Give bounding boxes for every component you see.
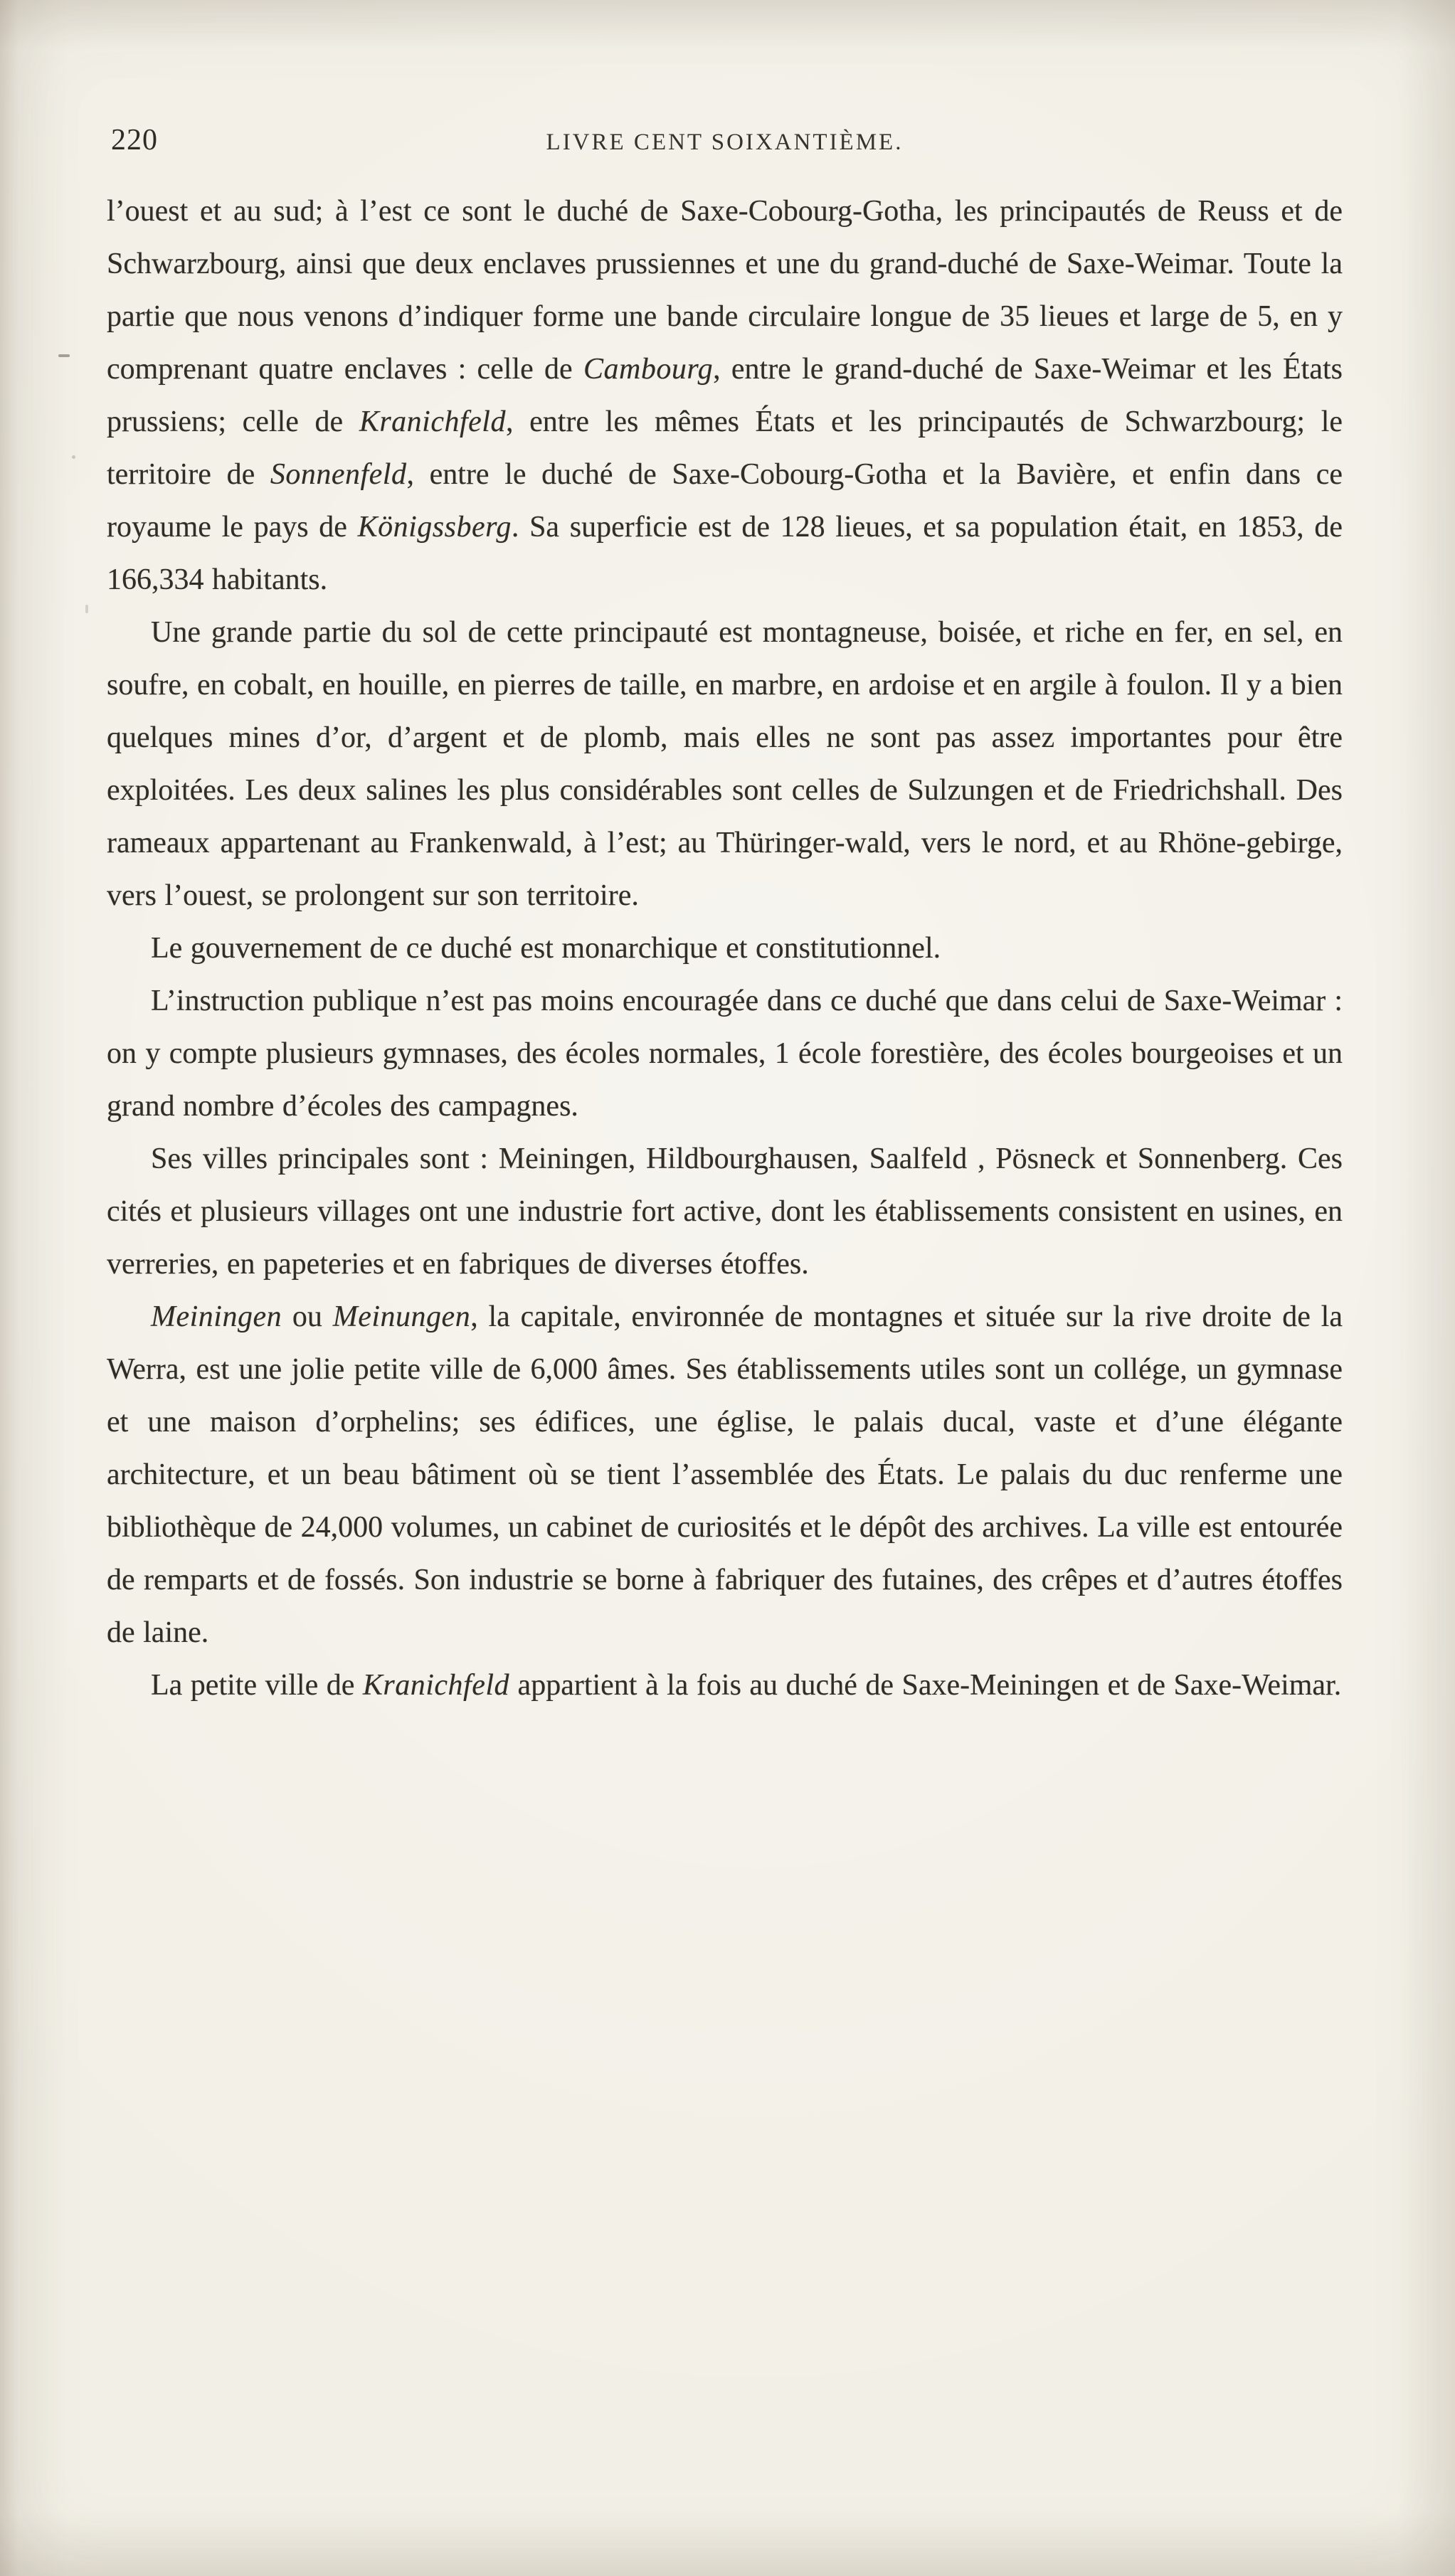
paragraph [107, 606, 1343, 922]
text-run: , entre le duché de Saxe-Cobourg-Gotha et la Bavière, et enfin dans ce royaume le pays de [107, 458, 1343, 544]
paragraph [107, 1659, 1343, 1712]
italic-text-run: Cambourg [583, 353, 714, 386]
page-header [107, 122, 1343, 158]
italic-text-run: Meinungen [332, 1300, 471, 1333]
italic-text-run: Sonnenfeld [270, 458, 407, 491]
paragraph [107, 922, 1343, 975]
text-run: l’ouest et au sud; à l’est ce sont le duché de Saxe-Cobourg-Gotha, les principautés de Reuss et de Schwarzbourg, ainsi que deux enclaves prussiennes et une du grand-duché de Saxe-Weimar. Toute la partie que nous venons d’indiquer forme une bande circulaire longue de 35 lieues et large de 5, en y comprenant quatre enclaves : celle de [107, 195, 1343, 386]
text-run: appartient à la fois au duché de Saxe-Meiningen et de Saxe-Weimar. [509, 1669, 1342, 1702]
page-body [107, 185, 1343, 1712]
text-run: , la capitale, environnée de montagnes et située sur la rive droite de la Werra, est une jolie petite ville de 6,000 âmes. Ses établissements utiles sont un collége, un gymnase et une maison d’orphelins; ses édifices, une église, le palais ducal, vaste et d’une élégante architecture, et un beau bâtiment où se tient l’assemblée des États. Le palais du duc renferme une bibliothèque de 24,000 volumes, un cabinet de curiosités et le dépôt des archives. La ville est entourée de remparts et de fossés. Son industrie se borne à fabriquer des futaines, des crêpes et d’autres étoffes de laine. [107, 1300, 1343, 1649]
italic-text-run: Meiningen [151, 1300, 282, 1333]
text-run: Ses villes principales sont : Meiningen, Hildbourghausen, Saalfeld , Pösneck et Sonnenberg. Ces cités et plusieurs villages ont une industrie fort active, dont les établissements consistent en usines, en verreries, en papeteries et en fabriques de diverses étoffes. [107, 1143, 1343, 1281]
scan-artifact [85, 605, 88, 613]
text-run: Le gouvernement de ce duché est monarchique et constitutionnel. [151, 932, 941, 965]
paragraph [107, 1290, 1343, 1659]
paragraph [107, 185, 1343, 606]
italic-text-run: Kranichfeld [362, 1669, 510, 1702]
scan-artifact [58, 354, 70, 357]
italic-text-run: Königssberg [357, 511, 512, 544]
paragraph [107, 1133, 1343, 1290]
running-title: LIVRE CENT SOIXANTIÈME. [546, 129, 904, 155]
text-run: . Sa superficie est de 128 lieues, et sa population était, en 1853, de 166,334 habitants. [107, 511, 1343, 596]
italic-text-run: Kranichfeld [359, 406, 506, 438]
text-run: ou [282, 1300, 333, 1333]
scan-artifact [72, 455, 75, 459]
paragraph [107, 975, 1343, 1133]
text-run: La petite ville de [151, 1669, 363, 1702]
text-run: L’instruction publique n’est pas moins encouragée dans ce duché que dans celui de Saxe-Weimar : on y compte plusieurs gymnases, des écoles normales, 1 école forestière, des écoles bourgeoises et un grand nombre d’écoles des campagnes. [107, 985, 1343, 1123]
text-run: , entre le grand-duché de Saxe-Weimar et les États prussiens; celle de [107, 353, 1343, 438]
page-number: 220 [111, 124, 158, 157]
text-run: Une grande partie du sol de cette principauté est montagneuse, boisée, et riche en fer, en sel, en soufre, en cobalt, en houille, en pierres de taille, en marbre, en ardoise et en argile à foulon. Il y a bien quelques mines d’or, d’argent et de plomb, mais elles ne sont pas assez importantes pour être exploitées. Les deux salines les plus considérables sont celles de Sulzungen et de Friedrichshall. Des rameaux appartenant au Frankenwald, à l’est; au Thüringer-wald, vers le nord, et au Rhöne-gebirge, vers l’ouest, se prolongent sur son territoire. [107, 616, 1343, 912]
text-run: , entre les mêmes États et les principautés de Schwarzbourg; le territoire de [107, 406, 1343, 491]
